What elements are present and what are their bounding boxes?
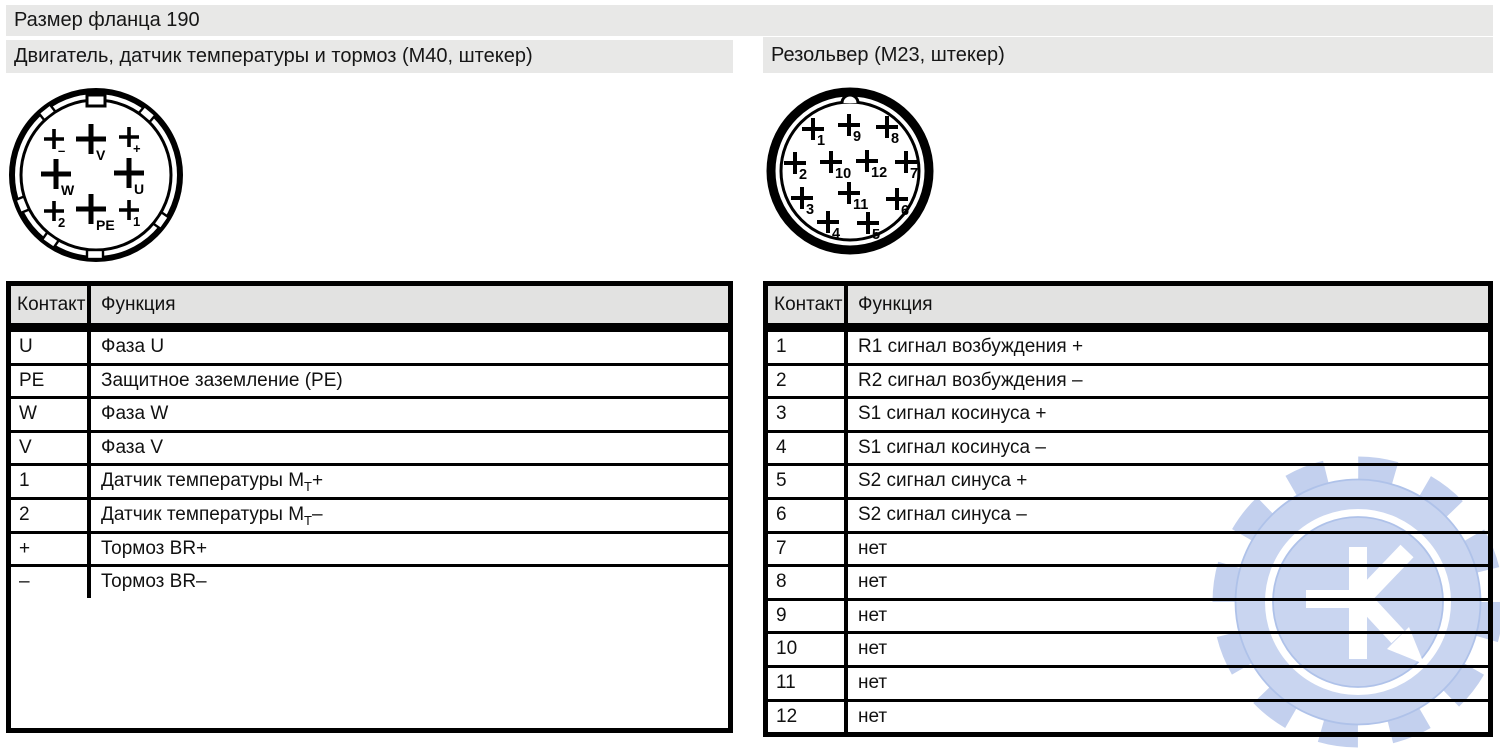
contact-cell: 10 — [768, 634, 848, 665]
function-cell: Датчик температуры $M_T-$ — [101, 503, 323, 528]
table-row — [768, 500, 1488, 534]
pin-label: 3 — [806, 202, 815, 218]
function-cell: нет — [858, 571, 888, 593]
pin-6 — [886, 188, 909, 219]
contact-cell: – — [11, 567, 91, 598]
contact-column-header: Контакт — [11, 286, 91, 323]
pin-label: – — [58, 143, 66, 158]
contact-cell: 12 — [768, 702, 848, 733]
m40-connector-diagram — [8, 84, 190, 273]
pin-7 — [895, 151, 918, 182]
function-cell: S1 сигнал косинуса + — [858, 403, 1047, 425]
contact-cell: U — [11, 332, 91, 363]
pin-label: 7 — [910, 166, 919, 182]
m23-key-bump — [842, 95, 858, 103]
motor-section-header-text: Двигатель, датчик температуры и тормоз (M40, штекер) — [14, 45, 533, 67]
pin-1 — [802, 118, 825, 149]
pin-U — [114, 158, 144, 197]
pin-label: 12 — [871, 165, 888, 181]
function-cell: Фаза W — [101, 403, 169, 425]
function-cell: нет — [858, 604, 888, 626]
pin-PE — [76, 194, 115, 233]
contact-cell: PE — [11, 366, 91, 397]
function-cell: Фаза V — [101, 436, 164, 458]
table-row — [11, 433, 728, 467]
function-cell: Защитное заземление (PE) — [101, 369, 343, 391]
pin-+ — [119, 127, 141, 156]
function-cell: Фаза U — [101, 336, 165, 357]
table-row — [768, 567, 1488, 601]
pin-label: W — [61, 182, 75, 198]
pin-label: 5 — [872, 227, 881, 243]
pin-label: 6 — [901, 203, 910, 219]
pin-label: 2 — [799, 167, 808, 183]
pin-label: 1 — [817, 133, 826, 149]
resolver-section-header-text: Резольвер (M23, штекер) — [771, 43, 1005, 66]
table-row — [11, 366, 728, 400]
pin-1 — [119, 200, 140, 229]
pin-W — [41, 159, 75, 198]
table-row — [768, 433, 1488, 467]
pin-label: V — [96, 147, 106, 163]
motor-table-body — [11, 332, 728, 598]
function-cell: R1 сигнал возбуждения + — [858, 336, 1084, 357]
table-row — [11, 567, 728, 598]
function-cell: Датчик температуры $M_T+$ — [101, 470, 324, 495]
table-row — [11, 534, 728, 568]
m40-key-notch — [87, 95, 105, 106]
pin-label: 2 — [58, 215, 66, 230]
pin-label: U — [134, 181, 145, 197]
function-column-header: Функция — [101, 293, 176, 315]
table-row — [768, 534, 1488, 568]
contact-cell: 9 — [768, 601, 848, 632]
table-row — [768, 332, 1488, 366]
motor-table-header-row — [11, 286, 728, 332]
table-row — [11, 399, 728, 433]
pin-label: 8 — [891, 131, 900, 147]
contact-cell: 5 — [768, 466, 848, 497]
table-row — [11, 466, 728, 500]
table-row — [11, 332, 728, 366]
pin-10 — [820, 151, 851, 182]
pin-label: 11 — [853, 197, 869, 213]
contact-cell: W — [11, 399, 91, 430]
contact-cell: 6 — [768, 500, 848, 531]
table-row — [768, 399, 1488, 433]
pin-label: 1 — [133, 214, 141, 229]
motor-pin-table — [6, 281, 733, 733]
function-cell: S1 сигнал косинуса – — [858, 436, 1046, 458]
table-row — [768, 634, 1488, 668]
function-cell: нет — [858, 705, 888, 727]
function-cell: Тормоз BR+ — [101, 537, 208, 559]
table-row — [768, 702, 1488, 733]
pin-11 — [838, 182, 868, 213]
contact-cell: 7 — [768, 534, 848, 565]
page-title — [6, 5, 1493, 36]
pin-2 — [44, 201, 65, 230]
contact-cell: 11 — [768, 668, 848, 699]
pin-2 — [784, 152, 807, 183]
contact-cell: 3 — [768, 399, 848, 430]
resolver-table-header-row — [768, 286, 1488, 332]
pin-9 — [838, 114, 861, 145]
pin-– — [44, 129, 65, 158]
contact-cell: 8 — [768, 567, 848, 598]
function-cell: Тормоз BR– — [101, 571, 207, 593]
pin-label: 4 — [832, 226, 841, 242]
motor-table-empty-area — [11, 598, 728, 728]
function-column-header: Функция — [858, 293, 933, 315]
contact-cell: 2 — [11, 500, 91, 531]
contact-cell: 1 — [11, 466, 91, 497]
contact-cell: + — [11, 534, 91, 565]
table-row — [768, 366, 1488, 400]
pin-V — [76, 124, 106, 163]
function-cell: S2 сигнал синуса – — [858, 503, 1027, 525]
contact-column-header: Контакт — [768, 286, 848, 323]
function-cell: нет — [858, 537, 888, 559]
function-cell: S2 сигнал синуса + — [858, 470, 1028, 492]
pin-label: + — [133, 141, 141, 156]
function-cell: нет — [858, 638, 888, 660]
function-cell: нет — [858, 671, 888, 693]
contact-cell: V — [11, 433, 91, 464]
pin-12 — [856, 150, 887, 181]
resolver-section-header — [763, 37, 1493, 73]
page-title-text: Размер фланца 190 — [14, 9, 200, 31]
table-row — [11, 500, 728, 534]
table-row — [768, 601, 1488, 635]
m23-connector-diagram — [763, 82, 939, 265]
contact-cell: 2 — [768, 366, 848, 397]
resolver-table-body — [768, 332, 1488, 732]
motor-section-header — [6, 40, 733, 73]
contact-cell: 1 — [768, 332, 848, 363]
pin-label: 10 — [835, 166, 852, 182]
pin-label: PE — [96, 217, 115, 233]
table-row — [768, 466, 1488, 500]
function-cell: R2 сигнал возбуждения – — [858, 369, 1083, 391]
resolver-pin-table — [763, 281, 1493, 737]
table-row — [768, 668, 1488, 702]
contact-cell: 4 — [768, 433, 848, 464]
pin-label: 9 — [853, 129, 862, 145]
